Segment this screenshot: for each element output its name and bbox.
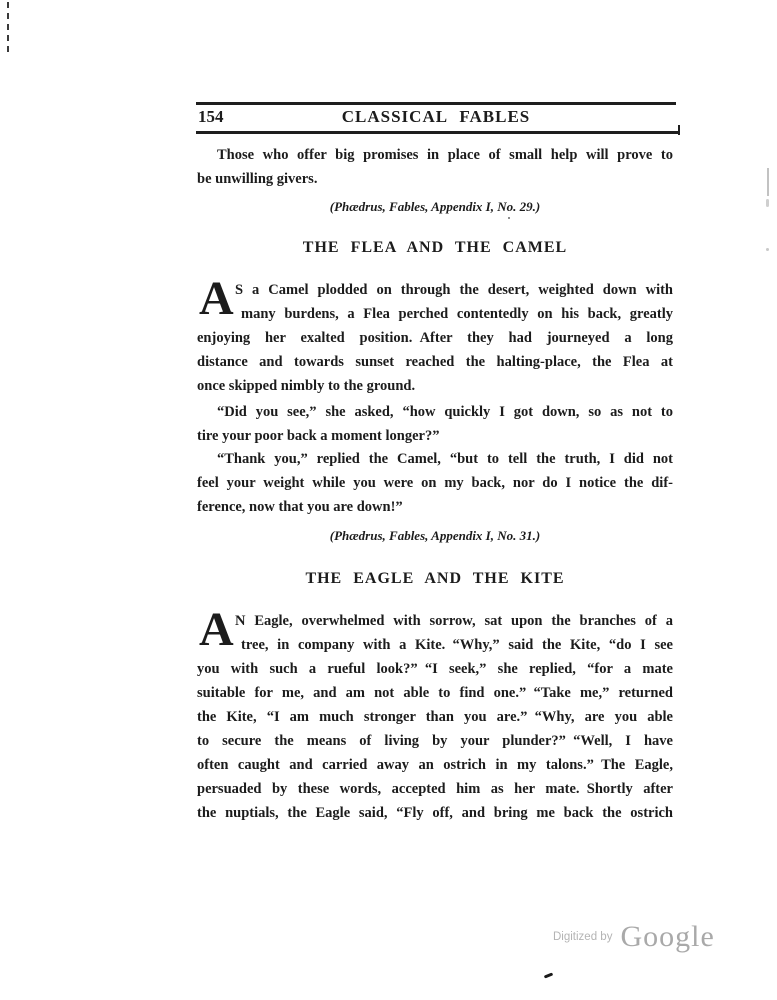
text-line: Those who offer big promises in place of small help will prove to [217,147,673,163]
text-line: ference, now that you are down!” [197,499,403,515]
citation-phaedrus-29: (Phædrus, Fables, Appendix I, No. 29.) [329,199,541,214]
text-line: tire your poor back a moment longer?” [197,428,440,444]
text-line: to secure the means of living by your plunder?” “Well, I have [197,733,673,749]
running-title: CLASSICAL FABLES [341,107,531,126]
text-line: many burdens, a Flea perched contentedly on his back, greatly [241,306,673,322]
fable-title-eagle-and-kite: THE EAGLE AND THE KITE [305,570,565,587]
google-logo: Google [620,920,715,953]
scan-artifact-bottom-dash [544,972,553,978]
running-header [196,107,676,129]
citation-phaedrus-31: (Phædrus, Fables, Appendix I, No. 31.) [329,528,541,543]
drop-cap: A [199,272,234,325]
scan-artifact-left-dashed-line [7,2,9,54]
fable1-paragraph-1 [197,272,673,398]
scan-artifact-right-dot [766,248,769,251]
text-line: “Did you see,” she asked, “how quickly I got down, so as not to [217,404,673,420]
drop-cap: A [199,603,234,656]
text-line: “Thank you,” replied the Camel, “but to tell the truth, I did not [217,451,673,467]
text-line: distance and towards sunset reached the halting-place, the Flea at [197,354,673,370]
fable-title-flea-and-camel: THE FLEA AND THE CAMEL [302,239,568,256]
text-line: persuaded by these words, accepted him as her mate. Shortly after [197,781,673,797]
scan-artifact-right-blob [766,199,769,207]
watermark [553,920,715,954]
text-line: N Eagle, overwhelmed with sorrow, sat upon the branches of a [235,613,673,629]
scan-artifact-citation-dot [508,217,510,219]
fable1-paragraph-3 [197,447,673,519]
header-rule-tick [678,125,680,135]
fable1-paragraph-2 [197,400,673,448]
text-line: suitable for me, and am not able to find one.” “Take me,” returned [197,685,673,701]
text-line: enjoying her exalted position. After they had journeyed a long [197,330,673,346]
text-line: you with such a rueful look?” “I seek,” she replied, “for a mate [197,661,673,677]
text-line: the Kite, “I am much stronger than you are.” “Why, are you able [197,709,673,725]
text-line: often caught and carried away an ostrich in my talons.” The Eagle, [197,757,673,773]
text-line: S a Camel plodded on through the desert, weighted down with [235,282,673,298]
text-line: once skipped nimbly to the ground. [197,378,416,394]
digitized-by-label: Digitized by [553,931,613,943]
text-line: feel your weight while you were on my back, nor do I notice the dif- [197,475,673,491]
fable2-paragraph-1 [197,603,673,825]
text-line: the nuptials, the Eagle said, “Fly off, and bring me back the ostrich [197,805,673,821]
scan-artifact-right-line [767,168,769,196]
text-line: be unwilling givers. [197,171,318,187]
header-rule-top [196,102,676,105]
text-line: tree, in company with a Kite. “Why,” said the Kite, “do I see [241,637,673,653]
moral-paragraph [197,143,673,191]
page-number: 154 [198,107,224,126]
header-rule-bottom [196,131,680,134]
